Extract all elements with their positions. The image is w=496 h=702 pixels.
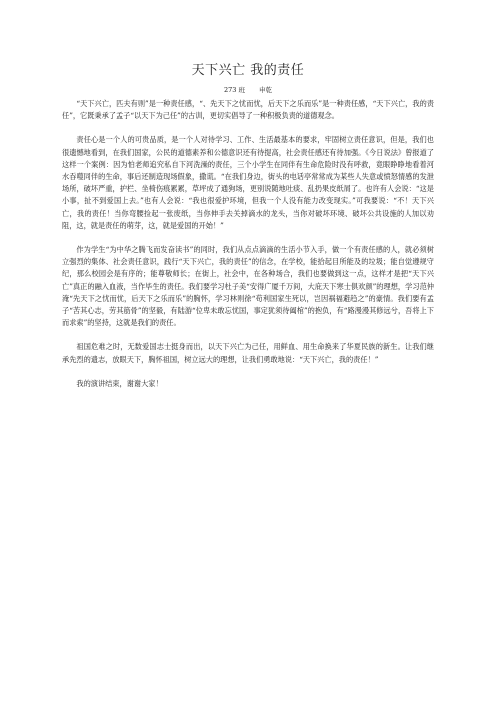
paragraph-spacer bbox=[62, 122, 434, 134]
paragraph-spacer bbox=[62, 329, 434, 341]
byline-class: 273 班 bbox=[224, 86, 245, 94]
paragraph-spacer bbox=[62, 366, 434, 378]
document-page bbox=[62, 62, 434, 390]
paragraph-responsibility: 责任心是一个人的可贵品质，是一个人对待学习、工作、生活最基本的要求，牢固树立责任意识，但是，我们也很遗憾地看到，在我们国家，公民的道德素养和公德意识还有待提高，社会责任感还有待加强。《今日说法》曾报道了这样一个案例：因为怕老师追究私自下河洗澡的责任，三个小学生在同伴有生命危险时没有呼救，竟眼睁睁地看着河水吞噬同伴的生命，事后还制造现场假象，撒谎。“在我们身边，街头的电话亭常常成为某些人失意或愤怒情感的发泄场所，破坏严重，护栏、坐椅伤痕累累，草坪成了通狗场，更别说随地吐痰、乱扔果皮纸屑了。也许有人会说：“这是小事，扯不到爱国上去。”也有人会说：“我也很爱护环境，但我一个人没有能力改变现实。”可我要说：“不！天下兴亡，我的责任！当你弯腰捡起一张废纸，当你伸手去关掉滴水的龙头，当你对破坏环境、破坏公共设施的人加以劝阻，这，就是责任的萌芽，这，就是爱国的开始！” bbox=[62, 135, 434, 230]
document-title: 天下兴亡 我的责任 bbox=[191, 63, 305, 78]
byline-author: 申乾 bbox=[258, 86, 272, 94]
paragraph-students: 作为学生“为中华之腾飞而发奋读书”的同时，我们从点点滴滴的生活小节入手，做一个有责任感的人，就必须树立强烈的集体、社会责任意识，践行“天下兴亡，我的责任”的信念，在学校，能拾起目所能及的垃圾；能自觉遵规守纪，那么校园会是有序的；能尊敬师长；在街上，社会中，在各种场合，我们也要做到这一点，这样才是把“天下兴亡”真正的融入血液，当作毕生的责任。我们要学习杜子美“安得广厦千万间，大庇天下寒士俱欢颜”的理想，学习范仲淹“先天下之忧而忧，后天下之乐而乐”的胸怀，学习林则徐“苟利国家生死以，岂因祸福避趋之”的豪情。我们要有孟子“苦其心志，劳其筋骨”的坚毅，有陆游“位卑未敢忘忧国，事定犹须待阖棺”的抱负，有“路漫漫其修远兮，吾将上下而求索”的坚持，这就是我们的责任。 bbox=[62, 245, 434, 328]
paragraph-closing: 我的演讲结束，谢谢大家！ bbox=[76, 378, 163, 388]
byline bbox=[62, 86, 434, 95]
paragraph-spacer bbox=[62, 232, 434, 244]
paragraph-patriots: 祖国危难之时，无数爱国志士挺身而出，以天下兴亡为己任，用鲜血、用生命换来了华夏民族的新生。让我们继承先烈的遗志，放眼天下，胸怀祖国，树立远大的理想，让我们勇敢地说：“天下兴亡，我的责任！” bbox=[62, 342, 434, 364]
paragraph-intro: “天下兴亡，匹夫有则”是一种责任感，“、先天下之忧而忧，后天下之乐而乐”是一种责任感，“天下兴亡，我的责任”，它既秉承了孟子“以天下为己任”的古训，更切实倡导了一种积极负责的道德观念。 bbox=[62, 99, 434, 121]
